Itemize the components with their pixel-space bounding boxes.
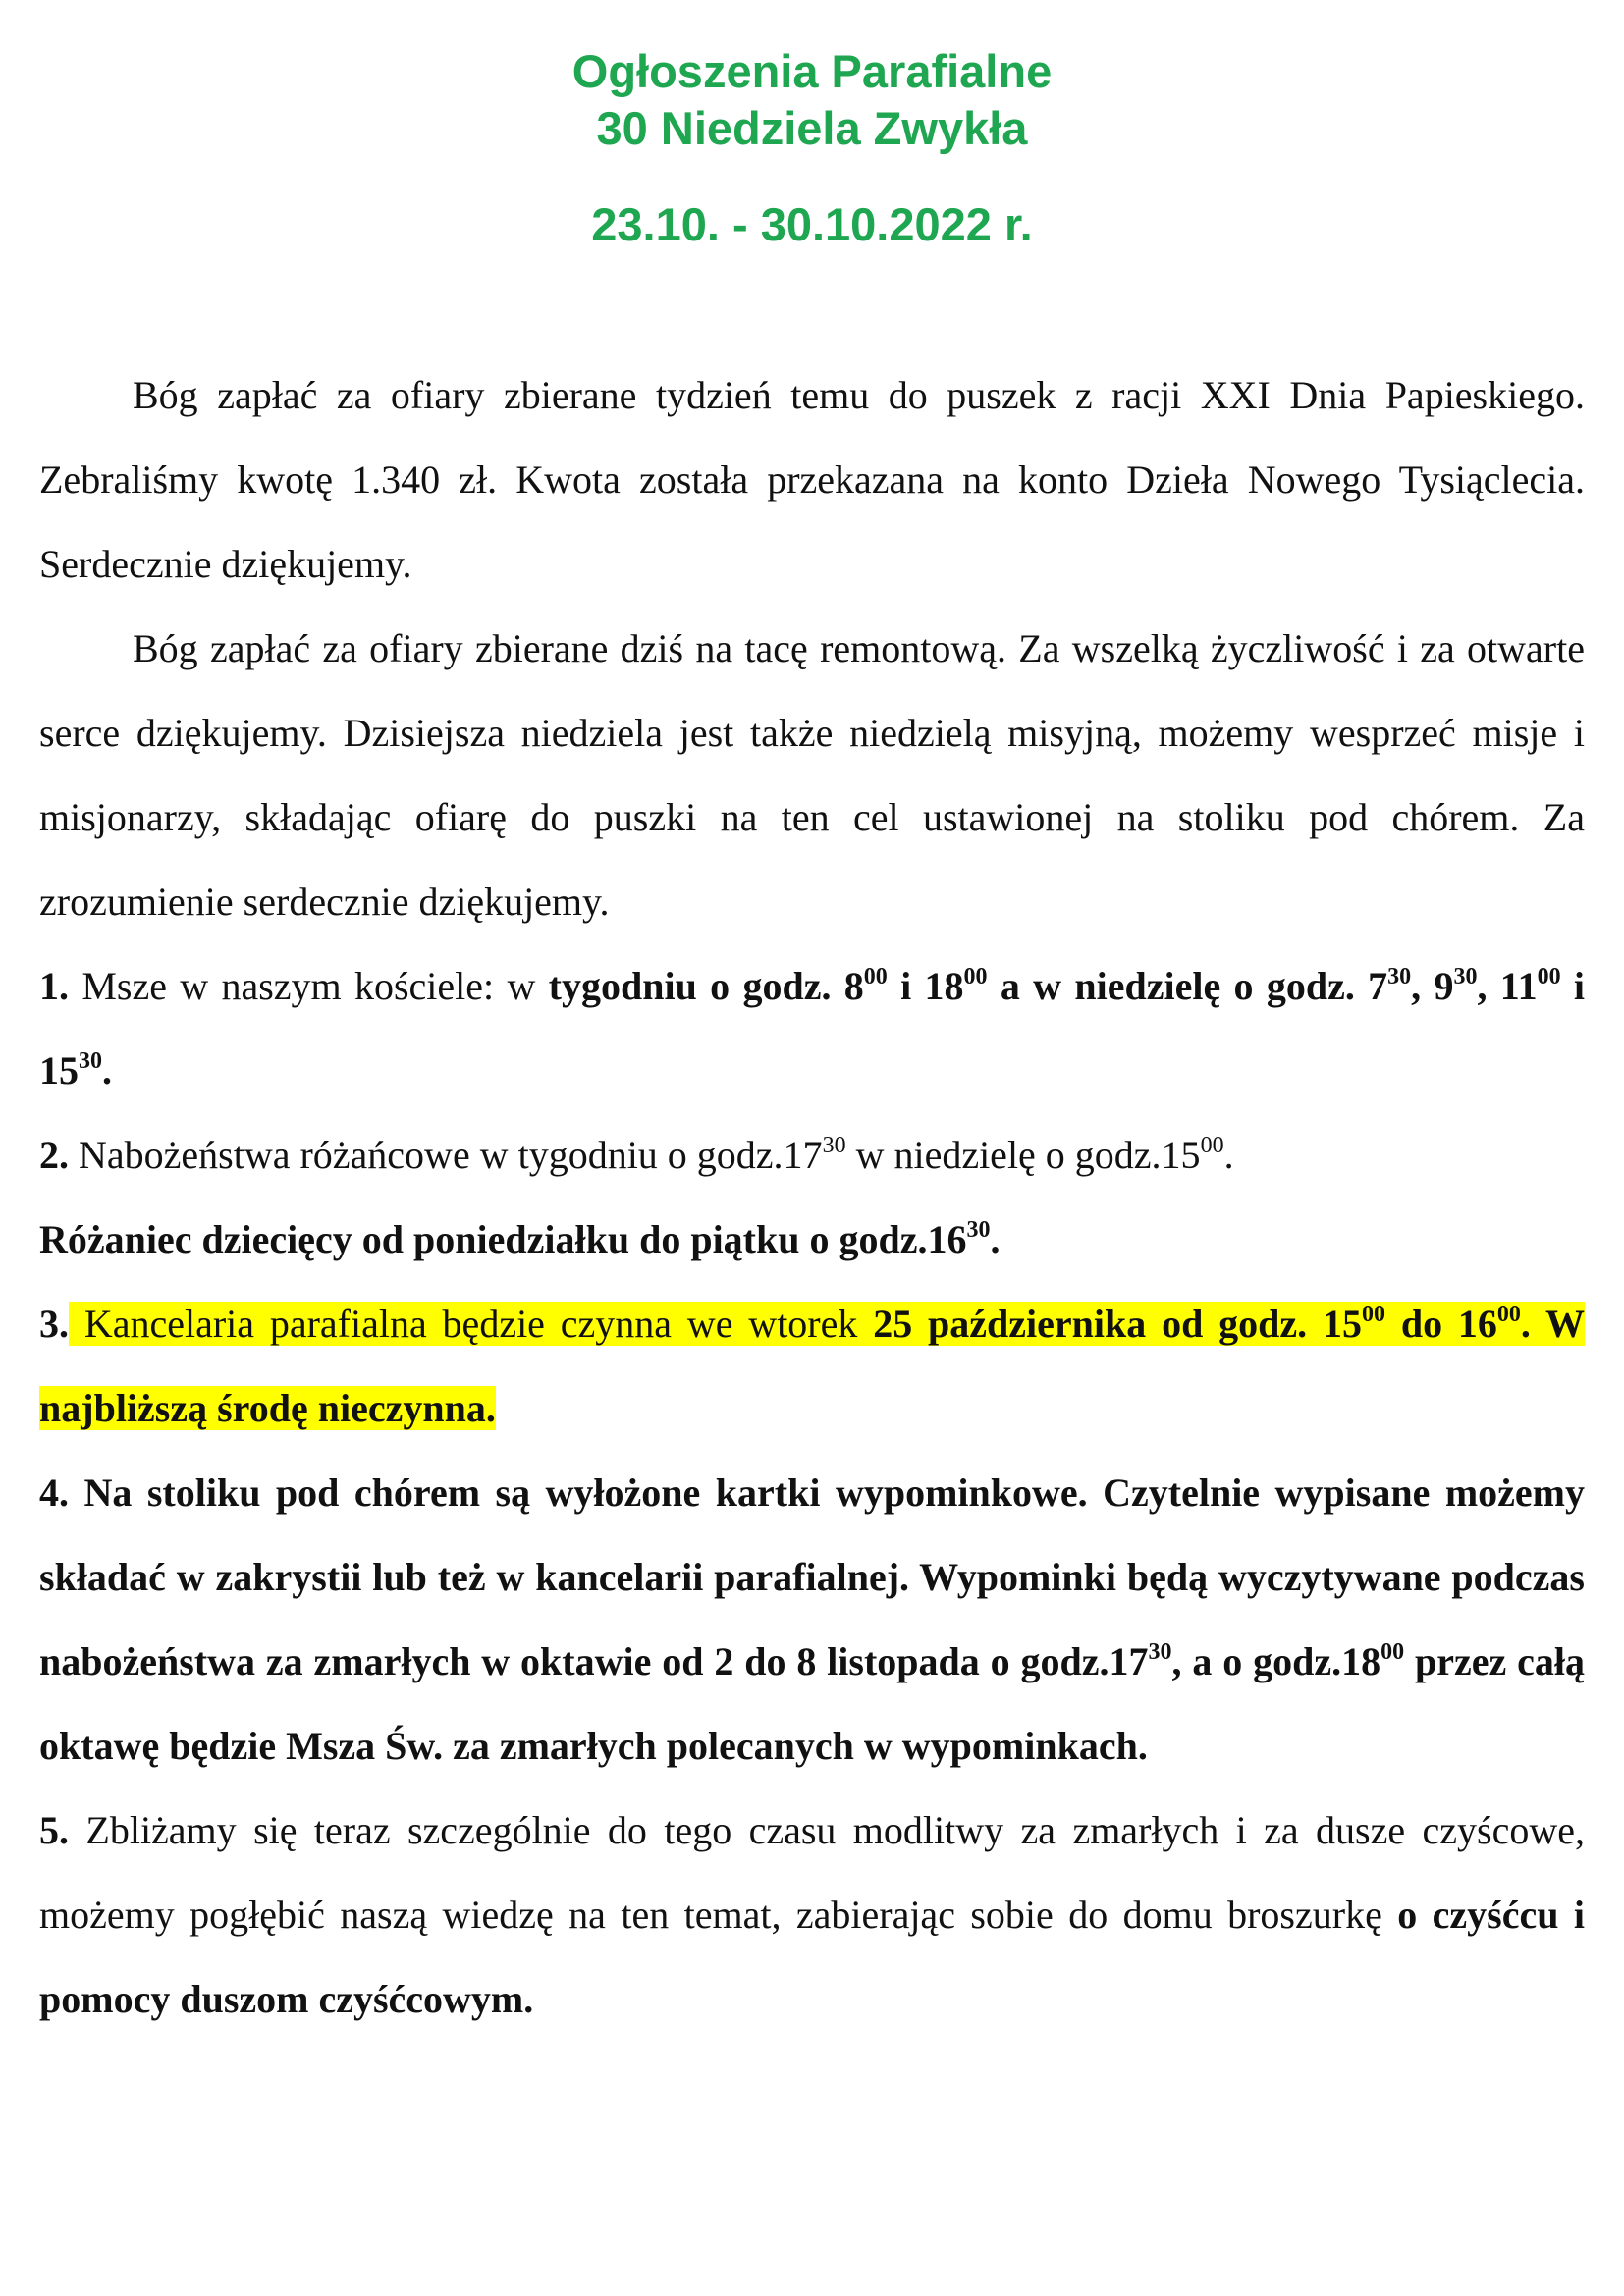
date-range: 23.10. - 30.10.2022 r. xyxy=(591,198,1033,250)
item-number: 1. xyxy=(39,964,69,1008)
time-superscript: 30 xyxy=(79,1047,102,1074)
intro-paragraph-1: Bóg zapłać za ofiary zbierane tydzień temu do puszek z racji XXI Dnia Papieskiego. Zebraliśmy kwotę 1.340 zł. Kwota została przekazana na konto Dzieła Nowego Tysiąclecia. Serdecznie dziękujemy. xyxy=(39,373,1585,586)
item-bold-text: o czyśćcu i pomocy duszom czyśćcowym. xyxy=(39,1893,1585,2021)
item-bold-text: Różaniec dziecięcy od poniedziałku do piątku o godz.16 xyxy=(39,1217,967,1261)
item-bold-text: przez całą oktawę będzie Msza Św. za zmarłych polecanych w wypominkach. xyxy=(39,1639,1585,1768)
item-bold-text: , 9 xyxy=(1411,964,1454,1008)
time-superscript: 00 xyxy=(1200,1132,1224,1158)
item-bold-text: do 16 xyxy=(1385,1302,1497,1346)
announcement-item-5 xyxy=(39,1789,1585,2042)
intro-paragraph-2: Bóg zapłać za ofiary zbierane dziś na tacę remontową. Za wszelką życzliwość i za otwarte serce dziękujemy. Dzisiejsza niedziela jest także niedzielą misyjną, możemy wesprzeć misje i misjonarzy, składając ofiarę do puszki na ten cel ustawionej na stoliku pod chórem. Za zrozumienie serdecznie dziękujemy. xyxy=(39,626,1585,924)
item-bold-text: . W najbliższą środę nieczynna. xyxy=(39,1302,1586,1430)
item-number: 4. xyxy=(39,1470,69,1515)
time-superscript: 00 xyxy=(1496,1301,1521,1327)
time-superscript: 30 xyxy=(1453,963,1478,989)
highlighted-text xyxy=(39,1302,1585,1430)
item-text: Zbliżamy się teraz szczególnie do tego czasu modlitwy za zmarłych i za dusze czyścowe, możemy pogłębić naszą wiedzę na ten temat, zabierając sobie do domu broszurkę xyxy=(39,1808,1585,1937)
time-superscript: 30 xyxy=(822,1132,846,1158)
item-number: 3. xyxy=(39,1302,69,1346)
item-bold-text: i 15 xyxy=(39,964,1586,1093)
item-bold-text: , 11 xyxy=(1477,964,1538,1008)
announcements-body xyxy=(39,353,1585,2042)
item-text: Msze w naszym kościele: w xyxy=(69,964,549,1008)
item-bold-text: i 18 xyxy=(887,964,964,1008)
time-superscript: 00 xyxy=(963,963,988,989)
item-bold-text: . xyxy=(102,1048,112,1093)
announcement-item-2 xyxy=(39,1113,1585,1282)
item-bold-text: a w niedzielę o godz. 7 xyxy=(987,964,1388,1008)
time-superscript: 30 xyxy=(966,1216,991,1243)
time-superscript: 00 xyxy=(863,963,888,989)
item-bold-text: tygodniu o godz. 8 xyxy=(548,964,864,1008)
item-bold-text: Na stoliku pod chórem są wyłożone kartki wypominkowe. Czytelnie wypisane możemy składać w zakrystii lub też w kancelarii parafialnej. Wypominki będą wyczytywane podczas nabożeństwa za zmarłych w oktawie od 2 do 8 listopada o godz.17 xyxy=(39,1470,1585,1683)
time-superscript: 00 xyxy=(1380,1638,1405,1665)
item-bold-text: . xyxy=(990,1217,1001,1261)
page-subtitle: 30 Niedziela Zwykła xyxy=(596,102,1028,154)
time-superscript: 30 xyxy=(1148,1638,1172,1665)
time-superscript: 00 xyxy=(1537,963,1561,989)
announcement-item-4 xyxy=(39,1451,1585,1789)
item-text: . xyxy=(1223,1133,1234,1177)
item-text: Kancelaria parafialna będzie czynna we wtorek xyxy=(69,1302,874,1346)
item-bold-text: 25 października od godz. 15 xyxy=(873,1302,1362,1346)
announcement-item-1 xyxy=(39,944,1585,1113)
page-title: Ogłoszenia Parafialne xyxy=(571,45,1053,97)
time-superscript: 00 xyxy=(1362,1301,1385,1327)
item-text: Nabożeństwa różańcowe w tygodniu o godz.17 xyxy=(69,1133,823,1177)
time-superscript: 30 xyxy=(1387,963,1412,989)
item-number: 5. xyxy=(39,1808,69,1852)
item-text: w niedzielę o godz.15 xyxy=(845,1133,1201,1177)
announcement-item-3 xyxy=(39,1282,1585,1451)
item-bold-text: , a o godz.18 xyxy=(1171,1639,1381,1683)
item-number: 2. xyxy=(39,1133,69,1177)
